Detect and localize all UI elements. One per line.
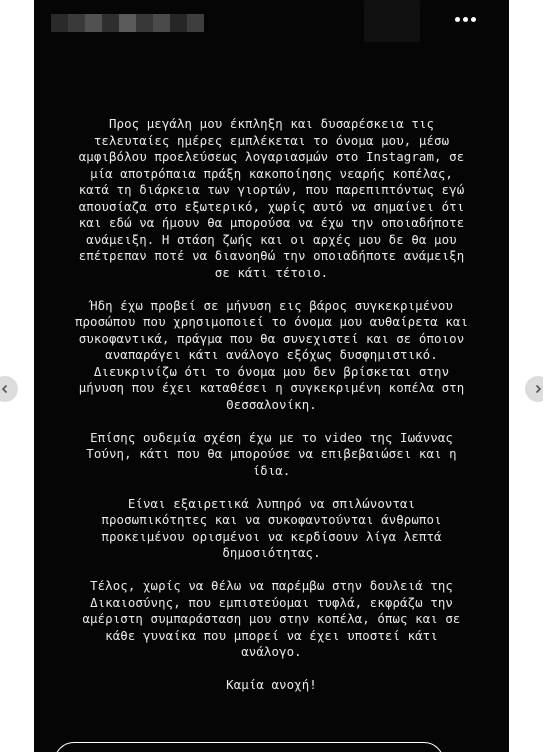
story-header [34, 0, 509, 44]
statement-paragraph-4: Είναι εξαιρετικά λυπηρό να σπιλώνονται προσωπικότητες και να συκοφαντούνται άνθρωποι προκειμένου ορισμένοι να κερδίσουν λίγα λεπτά δημοσιότητας. [101, 495, 442, 560]
more-horizontal-icon [455, 17, 460, 22]
chevron-right-icon [533, 384, 543, 394]
story-statement-text [42, 116, 501, 710]
statement-paragraph-1: Προς μεγάλη μου έκπληξη και δυσαρέσκεια τις τελευταίες ημέρες εμπλέκεται το όνομα μου, μέσω αμφιβόλου προελεύσεως λογαριασμών στο Instagram, σε μία αποτρόπαια πράξη κακοποίησης νεαρής κοπέλας, κατά τη διάρκεια των γιορτών, που παρεπιπτόντως εγώ απουσίαζα στο εξωτερικό, χωρίς αυτό να σημαίνει ότι και εδώ να ήμουν θα μπορούσα να έχω την οποιαδήποτε ανάμειξη. Η στάση ζωής και οι αρχές μου δε θα μου επέτρεπαν ποτέ να διανοηθώ την οποιαδήποτε ανάμειξη σε κάτι τέτοιο. [78, 116, 465, 280]
reply-input[interactable] [54, 742, 444, 752]
next-story-button[interactable] [525, 376, 543, 402]
more-horizontal-icon-dot [463, 17, 468, 22]
more-options-button[interactable] [450, 8, 480, 30]
more-horizontal-icon-dot [471, 17, 476, 22]
story-card [34, 0, 509, 752]
statement-paragraph-3: Επίσης ουδεμία σχέση έχω με το video της Ιωάννας Τούνη, κάτι που θα μπορούσε να επιβεβαιώσει και η ίδια. [86, 429, 457, 478]
statement-paragraph-5: Τέλος, χωρίς να θέλω να παρέμβω στην δουλειά της Δικαιοσύνης, που εμπιστεύομαι τυφλά, εκφράζω την αμέριστη συμπαράσταση μου στην κοπέλα, όπως και σε κάθε γυναίκα που μπορεί να έχει υποστεί κάτι ανάλογο. [82, 578, 461, 659]
chevron-left-icon [0, 384, 10, 394]
header-dark-block [364, 0, 420, 42]
blurred-username [51, 14, 204, 32]
statement-paragraph-2: Ήδη έχω προβεί σε μήνυση εις βάρος συγκεκριμένου προσώπου που χρησιμοποιεί το όνομα μου αυθαίρετα και συκοφαντικά, πράγμα που θα συνεχιστεί και σε όποιον αναπαράγει κάτι ανάλογο εξόχως δυσφημιστικό. Διευκρινίζω ότι το όνομα μου δεν βρίσκεται στην μήνυση που έχει καταθέσει η συγκεκριμένη κοπέλα στη Θεσσαλονίκη. [74, 297, 469, 412]
statement-closing: Καμία ανοχή! [226, 677, 317, 692]
previous-story-button[interactable] [0, 376, 18, 402]
